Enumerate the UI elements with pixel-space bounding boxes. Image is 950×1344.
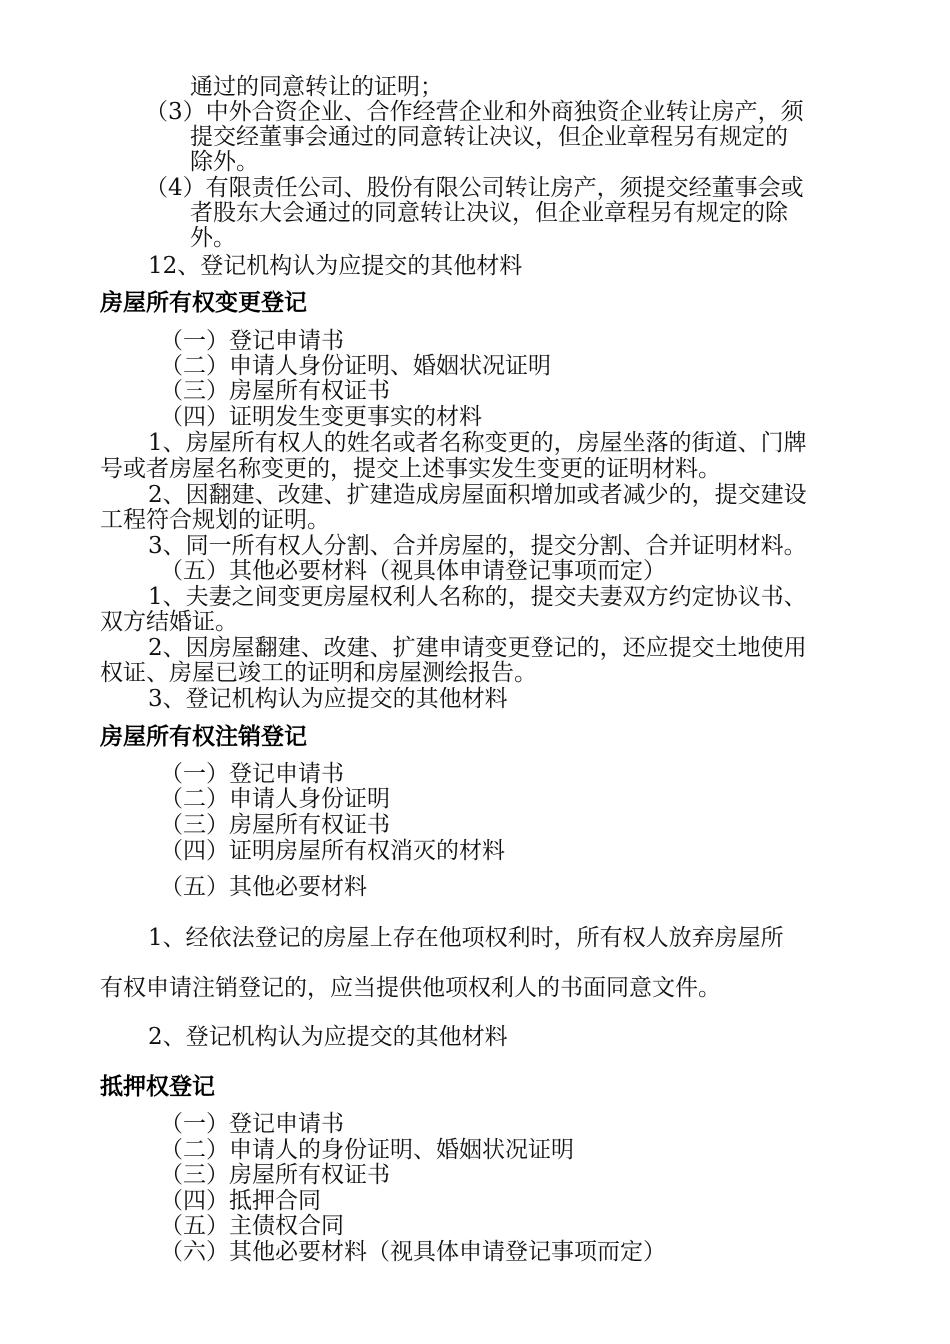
text-line: 12、登记机构认为应提交的其他材料 [148,253,523,279]
text-line: 2、因房屋翻建、改建、扩建申请变更登记的，还应提交土地使用 [148,635,807,661]
text-line: 2、因翻建、改建、扩建造成房屋面积增加或者减少的，提交建设 [148,482,807,508]
section-heading: 抵押权登记 [100,1074,215,1100]
text-line: 者股东大会通过的同意转让决议，但企业章程另有规定的除 [190,200,788,226]
text-line: 有权申请注销登记的，应当提供他项权利人的书面同意文件。 [100,975,721,1001]
text-line: 双方结婚证。 [100,609,238,635]
list-item: （四）证明房屋所有权消灭的材料 [160,838,505,864]
list-item: （二）申请人身份证明、婚姻状况证明 [160,353,551,379]
section-heading: 房屋所有权变更登记 [100,290,307,316]
text-line: （3）中外合资企业、合作经营企业和外商独资企业转让房产，须 [145,99,804,125]
list-item: （五）主债权合同 [160,1213,344,1239]
list-item: （一）登记申请书 [160,761,344,787]
text-line: 工程符合规划的证明。 [100,507,330,533]
text-line: 3、登记机构认为应提交的其他材料 [148,686,508,712]
list-item: （五）其他必要材料 [160,874,367,900]
text-line: 号或者房屋名称变更的，提交上述事实发生变更的证明材料。 [100,456,721,482]
list-item: （三）房屋所有权证书 [160,812,390,838]
list-item: （三）房屋所有权证书 [160,378,390,404]
list-item: （四）抵押合同 [160,1188,321,1214]
text-line: 1、房屋所有权人的姓名或者名称变更的，房屋坐落的街道、门牌 [148,430,807,456]
text-line: 2、登记机构认为应提交的其他材料 [148,1024,508,1050]
list-item: （二）申请人的身份证明、婚姻状况证明 [160,1137,574,1163]
list-item: （二）申请人身份证明 [160,786,390,812]
text-line: 3、同一所有权人分割、合并房屋的，提交分割、合并证明材料。 [148,533,807,559]
text-line: （4）有限责任公司、股份有限公司转让房产，须提交经董事会或 [145,175,804,201]
list-item: （五）其他必要材料（视具体申请登记事项而定） [160,558,666,584]
text-line: 1、经依法登记的房屋上存在他项权利时，所有权人放弃房屋所 [148,925,784,951]
list-item: （六）其他必要材料（视具体申请登记事项而定） [160,1239,666,1265]
text-line: 权证、房屋已竣工的证明和房屋测绘报告。 [100,660,537,686]
list-item: （四）证明发生变更事实的材料 [160,404,482,430]
section-heading: 房屋所有权注销登记 [100,724,307,750]
text-line: 除外。 [190,149,259,175]
text-line: 1、夫妻之间变更房屋权利人名称的，提交夫妻双方约定协议书、 [148,584,807,610]
text-line: 通过的同意转让的证明； [190,74,443,100]
list-item: （一）登记申请书 [160,1111,344,1137]
text-line: 外。 [190,225,236,251]
list-item: （三）房屋所有权证书 [160,1162,390,1188]
text-line: 提交经董事会通过的同意转让决议，但企业章程另有规定的 [190,124,788,150]
list-item: （一）登记申请书 [160,328,344,354]
